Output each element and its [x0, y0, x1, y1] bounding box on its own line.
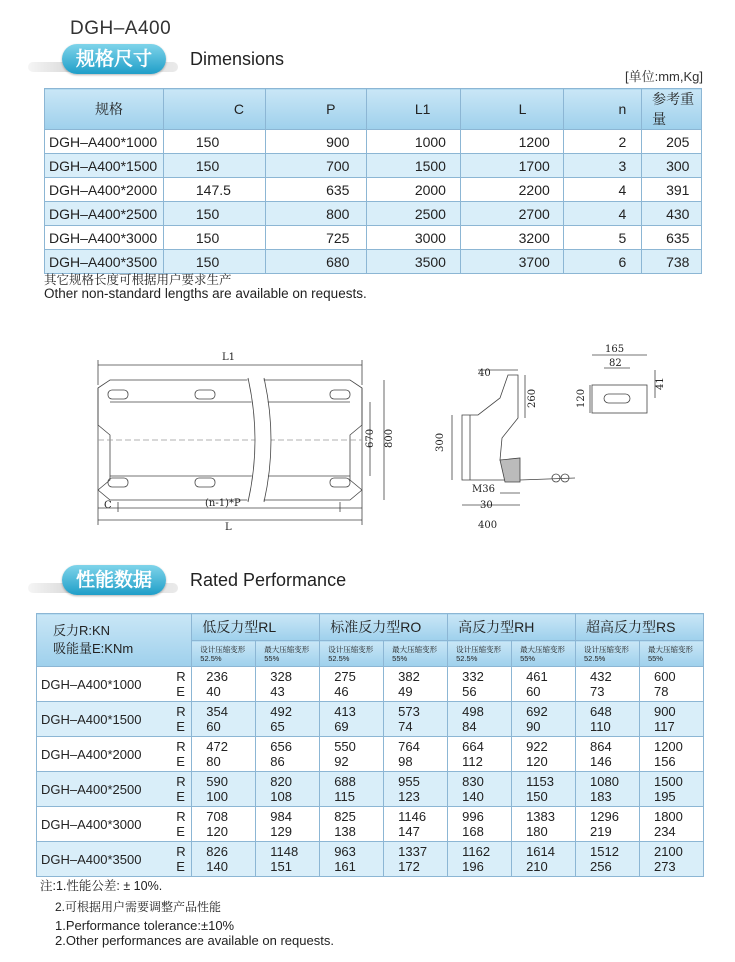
group-header: 标准反力型RO: [320, 614, 448, 641]
performance-cell: 2100 273: [639, 842, 703, 877]
performance-cell: 688 115: [320, 772, 384, 807]
sub-header-label: 最大压缩变形: [264, 644, 310, 654]
performance-cell: 708 120: [192, 807, 256, 842]
dim-label: 40: [478, 368, 491, 379]
performance-cell: 1153 150: [512, 772, 576, 807]
dimensions-cell: 2000: [366, 178, 460, 202]
performance-cell: 984 129: [256, 807, 320, 842]
performance-cell: 1500 195: [639, 772, 703, 807]
dimensions-row: [45, 202, 702, 226]
performance-cell: 963 161: [320, 842, 384, 877]
perf-note: 2.可根据用户需要调整产品性能: [55, 900, 222, 914]
sub-header: [320, 641, 384, 667]
dim-label: 120: [576, 388, 587, 408]
performance-group-row: [37, 614, 704, 641]
col-header: P: [266, 89, 367, 130]
dimensions-cell: 738: [642, 250, 702, 274]
dimensions-cell: 150: [163, 130, 265, 154]
performance-cell: 354 60: [192, 702, 256, 737]
dimensions-cell: DGH–A400*2500: [45, 202, 164, 226]
performance-cell: 550 92: [320, 737, 384, 772]
performance-cell: 1080 183: [576, 772, 640, 807]
sub-header-label: 设计压缩变形: [584, 644, 630, 654]
performance-cell: 864 146: [576, 737, 640, 772]
sub-header-label: 最大压缩变形: [520, 644, 566, 654]
performance-cell: 461 60: [512, 667, 576, 702]
dim-label: 30: [480, 500, 493, 511]
performance-table: [36, 613, 704, 877]
dimensions-cell: 150: [163, 202, 265, 226]
col-header: 规格: [45, 89, 164, 130]
dim-label: L: [225, 522, 232, 533]
performance-row: [37, 807, 704, 842]
performance-section-header: [20, 563, 347, 601]
detail-view: [590, 355, 655, 413]
dimensions-row: [45, 154, 702, 178]
performance-cell: 472 80: [192, 737, 256, 772]
dim-label: 800: [384, 428, 395, 448]
re-label: R E: [174, 702, 192, 737]
dimensions-cell: 725: [266, 226, 367, 250]
re-label: R E: [174, 737, 192, 772]
dim-label: C: [104, 500, 112, 511]
dimensions-cell: 700: [266, 154, 367, 178]
performance-row: [37, 702, 704, 737]
spec-name: DGH–A400*3500: [37, 842, 175, 877]
label-cell: [37, 614, 192, 667]
performance-row: [37, 667, 704, 702]
dimensions-cell: 3700: [460, 250, 564, 274]
model-title: DGH–A400: [70, 18, 172, 39]
performance-title-en: Rated Performance: [190, 570, 347, 590]
sub-header-value: 52.5%: [456, 653, 478, 663]
performance-cell: 275 46: [320, 667, 384, 702]
perf-note: 1.Performance tolerance:±10%: [55, 918, 235, 933]
spec-name: DGH–A400*1500: [37, 702, 175, 737]
dimensions-cell: 1200: [460, 130, 564, 154]
performance-cell: 955 123: [384, 772, 448, 807]
spec-name: DGH–A400*2000: [37, 737, 175, 772]
spec-name: DGH–A400*2500: [37, 772, 175, 807]
dim-label: M36: [472, 484, 495, 495]
performance-cell: 1614 210: [512, 842, 576, 877]
dimensions-table: [44, 88, 702, 274]
dim-label: 670: [365, 428, 376, 448]
sub-header-value: 55%: [520, 653, 536, 663]
dimensions-cell: 4: [564, 178, 642, 202]
re-label: R E: [174, 842, 192, 877]
sub-header: [512, 641, 576, 667]
perf-note: 注:1.性能公差: ± 10%.: [40, 879, 163, 893]
dim-label: 400: [478, 520, 498, 531]
col-header: L1: [366, 89, 460, 130]
performance-cell: 1296 219: [576, 807, 640, 842]
performance-cell: 830 140: [448, 772, 512, 807]
dimensions-cell: 2500: [366, 202, 460, 226]
sub-header: [384, 641, 448, 667]
dimensions-cell: 3500: [366, 250, 460, 274]
dim-label: 300: [435, 432, 446, 452]
performance-cell: 922 120: [512, 737, 576, 772]
dimensions-cell: DGH–A400*1000: [45, 130, 164, 154]
dim-label: L1: [222, 352, 236, 363]
dimensions-cell: 1000: [366, 130, 460, 154]
performance-cell: 328 43: [256, 667, 320, 702]
front-view: [98, 360, 384, 525]
sub-header-value: 52.5%: [584, 653, 606, 663]
performance-cell: 1146 147: [384, 807, 448, 842]
dimensions-cell: 147.5: [163, 178, 265, 202]
performance-cell: 1162 196: [448, 842, 512, 877]
sub-header: [576, 641, 640, 667]
dimensions-cell: 150: [163, 226, 265, 250]
dimensions-row: [45, 178, 702, 202]
dimensions-cell: 1500: [366, 154, 460, 178]
col-header: 参考重量: [642, 89, 702, 130]
sub-header-label: 最大压缩变形: [392, 644, 438, 654]
dim-label: 41: [655, 377, 666, 390]
sub-header-label: 设计压缩变形: [328, 644, 374, 654]
perf-note: 2.Other performances are available on requests.: [55, 933, 334, 948]
dimensions-note-cn: 其它规格长度可根据用户要求生产: [44, 273, 232, 287]
dimensions-cell: 150: [163, 154, 265, 178]
dimensions-cell: 430: [642, 202, 702, 226]
sub-header: [256, 641, 320, 667]
sub-header-label: 设计压缩变形: [456, 644, 502, 654]
performance-cell: 1800 234: [639, 807, 703, 842]
performance-cell: 382 49: [384, 667, 448, 702]
performance-cell: 1148 151: [256, 842, 320, 877]
spec-name: DGH–A400*3000: [37, 807, 175, 842]
dimensions-cell: 4: [564, 202, 642, 226]
performance-cell: 1337 172: [384, 842, 448, 877]
performance-cell: 826 140: [192, 842, 256, 877]
sub-header-value: 52.5%: [200, 653, 222, 663]
dim-label: 260: [527, 388, 538, 408]
sub-header: [639, 641, 703, 667]
group-header: 超高反力型RS: [576, 614, 704, 641]
dimensions-cell: 680: [266, 250, 367, 274]
performance-cell: 1200 156: [639, 737, 703, 772]
technical-drawing: [0, 330, 735, 555]
performance-cell: 1383 180: [512, 807, 576, 842]
sub-header: [448, 641, 512, 667]
performance-cell: 432 73: [576, 667, 640, 702]
dimensions-cell: 2200: [460, 178, 564, 202]
dimensions-row: [45, 226, 702, 250]
side-view: [452, 370, 575, 505]
performance-cell: 573 74: [384, 702, 448, 737]
dimensions-cell: 3: [564, 154, 642, 178]
performance-cell: 492 65: [256, 702, 320, 737]
re-label: R E: [174, 807, 192, 842]
sub-header-value: 55%: [264, 653, 280, 663]
dimensions-cell: DGH–A400*1500: [45, 154, 164, 178]
dimensions-cell: DGH–A400*3000: [45, 226, 164, 250]
dimensions-cell: 205: [642, 130, 702, 154]
performance-cell: 996 168: [448, 807, 512, 842]
performance-row: [37, 737, 704, 772]
dimensions-title-cn: 规格尺寸: [62, 44, 166, 74]
performance-cell: 648 110: [576, 702, 640, 737]
dim-label: 165: [605, 344, 625, 355]
dimensions-cell: 391: [642, 178, 702, 202]
dimensions-cell: 6: [564, 250, 642, 274]
dimensions-cell: 150: [163, 250, 265, 274]
group-header: 低反力型RL: [192, 614, 320, 641]
performance-cell: 664 112: [448, 737, 512, 772]
dimensions-cell: 5: [564, 226, 642, 250]
col-header: n: [564, 89, 642, 130]
dimensions-cell: 2700: [460, 202, 564, 226]
dimensions-cell: 635: [642, 226, 702, 250]
performance-cell: 656 86: [256, 737, 320, 772]
dimensions-cell: DGH–A400*3500: [45, 250, 164, 274]
performance-cell: 600 78: [639, 667, 703, 702]
re-label: R E: [174, 772, 192, 807]
re-label: R E: [174, 667, 192, 702]
sub-header-value: 55%: [392, 653, 408, 663]
performance-cell: 764 98: [384, 737, 448, 772]
performance-title-cn: 性能数据: [62, 565, 166, 595]
col-header: C: [163, 89, 265, 130]
label-e: 吸能量E:KNm: [53, 641, 134, 656]
col-header: L: [460, 89, 564, 130]
spec-name: DGH–A400*1000: [37, 667, 175, 702]
dimensions-cell: 635: [266, 178, 367, 202]
performance-cell: 332 56: [448, 667, 512, 702]
dimensions-title-en: Dimensions: [190, 49, 285, 69]
group-header: 高反力型RH: [448, 614, 576, 641]
performance-cell: 236 40: [192, 667, 256, 702]
performance-cell: 498 84: [448, 702, 512, 737]
performance-cell: 590 100: [192, 772, 256, 807]
dimensions-section-header: [20, 42, 320, 80]
dimensions-cell: 3200: [460, 226, 564, 250]
performance-cell: 692 90: [512, 702, 576, 737]
dim-label: 82: [609, 358, 622, 369]
dimensions-cell: 2: [564, 130, 642, 154]
dimensions-cell: 1700: [460, 154, 564, 178]
dimensions-cell: 800: [266, 202, 367, 226]
sub-header-label: 设计压缩变形: [200, 644, 246, 654]
sub-header-label: 最大压缩变形: [647, 644, 693, 654]
performance-cell: 1512 256: [576, 842, 640, 877]
unit-label: [单位:mm,Kg]: [624, 69, 703, 84]
dimensions-cell: DGH–A400*2000: [45, 178, 164, 202]
performance-cell: 900 117: [639, 702, 703, 737]
performance-row: [37, 842, 704, 877]
sub-header-value: 52.5%: [328, 653, 350, 663]
sub-header: [192, 641, 256, 667]
sub-header-value: 55%: [647, 653, 663, 663]
dimensions-cell: 3000: [366, 226, 460, 250]
dim-label: (n-1)*P: [205, 498, 241, 509]
dimensions-note-en: Other non-standard lengths are available on requests.: [44, 286, 367, 301]
performance-row: [37, 772, 704, 807]
dimensions-header-row: [45, 89, 702, 130]
dimensions-cell: 300: [642, 154, 702, 178]
label-r: 反力R:KN: [53, 623, 111, 638]
dimensions-row: [45, 130, 702, 154]
performance-cell: 820 108: [256, 772, 320, 807]
performance-cell: 413 69: [320, 702, 384, 737]
dimensions-cell: 900: [266, 130, 367, 154]
performance-cell: 825 138: [320, 807, 384, 842]
